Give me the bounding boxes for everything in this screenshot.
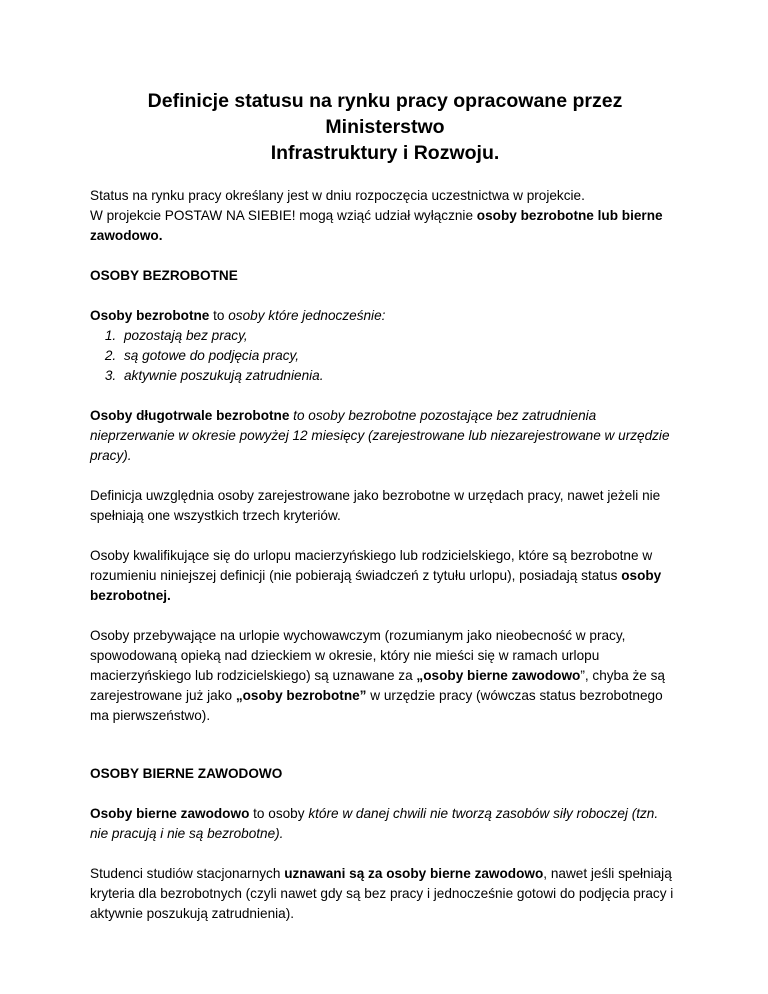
long-term-def: to osoby bezrobotne pozostające bez zatrudnienia nieprzerwanie w okresie powyżej 12 miesięcy (zarejestrowane lub niezarejestrowane w urzędzie pracy). [90, 408, 670, 463]
maternity-paragraph [90, 546, 680, 606]
long-term-paragraph [90, 406, 680, 466]
parental-bold-1: „osoby bierne zawodowo [416, 668, 581, 683]
section-heading-unemployed: OSOBY BEZROBOTNE [90, 268, 238, 283]
maternity-text: Osoby kwalifikujące się do urlopu macierzyńskiego lub rodzicielskiego, które są bezrobotne w rozumieniu niniejszej definicji (nie pobierają świadczeń z tytułu urlopu), posiadają status [90, 548, 653, 583]
title-line-2: Infrastruktury i Rozwoju. [270, 142, 500, 164]
parental-text-1: Osoby przebywające na urlopie wychowawczym (rozumianym jako nieobecność w pracy, spowodowaną opieką nad dzieckiem w okresie, który nie mieści się w ramach urlopu macierzyńskiego lub rodzicielskiego) są uznawane za [90, 628, 626, 683]
intro-line-2: W projekcie POSTAW NA SIEBIE! mogą wziąć udział wyłącznie [90, 208, 477, 223]
document-page [90, 88, 680, 924]
document-title [90, 88, 680, 166]
unemployed-term: Osoby bezrobotne [90, 308, 210, 323]
parental-text-2: ”, chyba że są zarejestrowane już jako [90, 668, 665, 703]
students-bold: uznawani są za osoby bierne zawodowo [284, 866, 544, 881]
unemployed-definition [90, 306, 680, 326]
students-text-2: , nawet jeśli spełniają kryteria dla bezrobotnych (czyli nawet gdy są bez pracy i jednocześnie gotowi do podjęcia pracy i aktywnie poszukują zatrudnienia). [90, 866, 674, 921]
criteria-list [90, 326, 680, 386]
inactive-definition [90, 804, 680, 844]
criteria-item: 2. są gotowe do podjęcia pracy, [120, 346, 680, 366]
intro-paragraph [90, 186, 680, 246]
students-paragraph [90, 864, 680, 924]
section-heading-inactive: OSOBY BIERNE ZAWODOWO [90, 766, 283, 781]
unemployed-to: to [209, 308, 229, 323]
long-term-term: Osoby długotrwale bezrobotne [90, 408, 290, 423]
registered-paragraph: Definicja uwzględnia osoby zarejestrowane jako bezrobotne w urzędach pracy, nawet jeżeli nie spełniają one wszystkich trzech kryteriów. [90, 488, 661, 523]
inactive-def-italic: które w danej chwili nie tworzą zasobów siły roboczej (tzn. nie pracują i nie są bezrobotne). [90, 806, 659, 841]
criteria-item: 3. aktywnie poszukują zatrudnienia. [120, 366, 680, 386]
inactive-to: to osoby [249, 806, 309, 821]
criteria-item: 1. pozostają bez pracy, [120, 326, 680, 346]
inactive-term: Osoby bierne zawodowo [90, 806, 250, 821]
intro-line-2-bold: osoby bezrobotne lub bierne zawodowo. [90, 208, 663, 243]
title-line-1: Definicje statusu na rynku pracy opracowane przez Ministerstwo [147, 90, 623, 138]
maternity-bold: osoby bezrobotnej. [90, 568, 662, 603]
students-text-1: Studenci studiów stacjonarnych [90, 866, 285, 881]
intro-line-1: Status na rynku pracy określany jest w dniu rozpoczęcia uczestnictwa w projekcie. [90, 188, 585, 203]
parental-bold-2: „osoby bezrobotne” [235, 688, 367, 703]
parental-leave-paragraph [90, 626, 680, 726]
unemployed-def-italic: osoby które jednocześnie: [228, 308, 386, 323]
parental-text-3: w urzędzie pracy (wówczas status bezrobotnego ma pierwszeństwo). [90, 688, 663, 723]
